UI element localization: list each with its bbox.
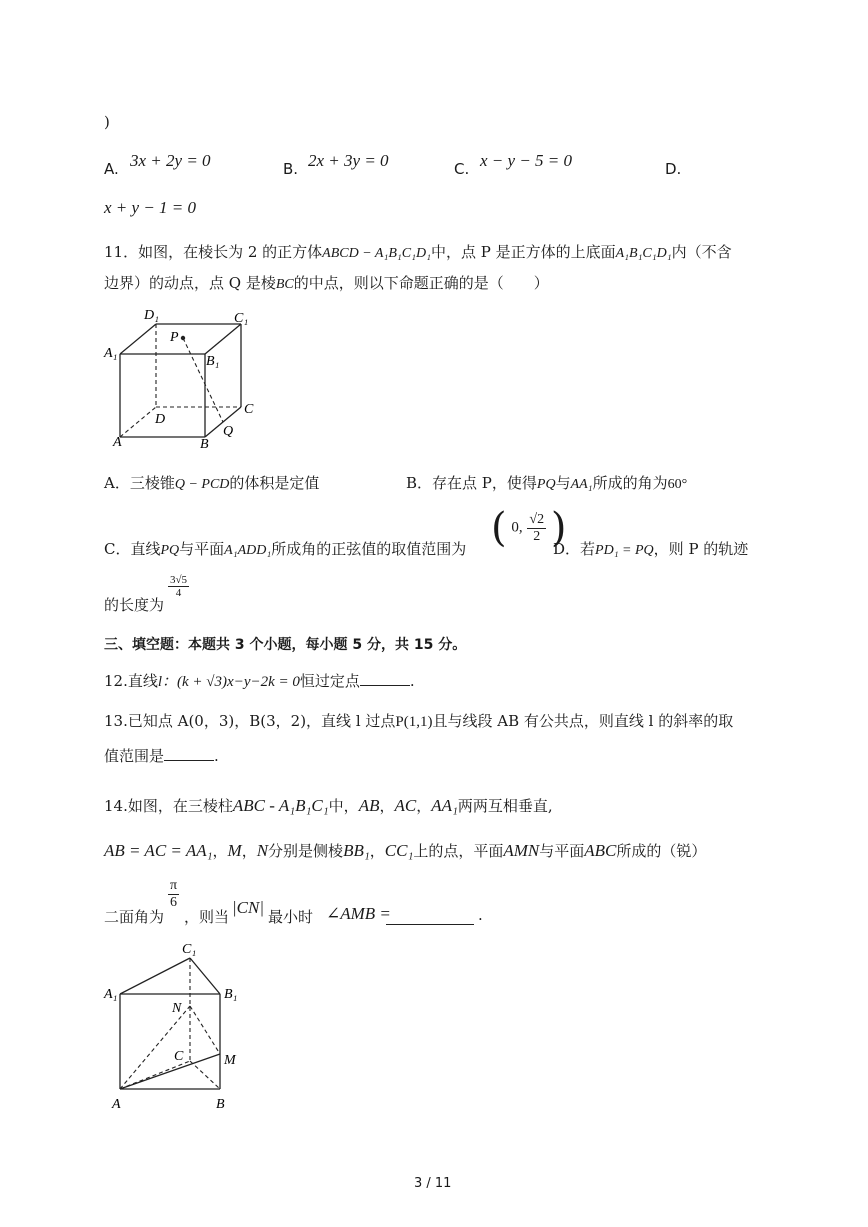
label-c: C: [244, 402, 254, 417]
edge-aa1: AA₁: [431, 796, 458, 815]
q14-line2: [104, 840, 706, 861]
q12-text: 恒过定点: [299, 672, 360, 690]
sep: ，: [212, 842, 228, 860]
option-text: C．直线: [104, 540, 161, 558]
option-text: 的长度为: [104, 596, 165, 614]
q12-text: 12.直线: [104, 672, 158, 690]
q11-option-a: [104, 472, 319, 493]
label-c: C: [174, 1049, 184, 1064]
q14-text: 中，: [328, 797, 359, 815]
q14-text: 上的点，平面: [413, 842, 504, 860]
equal-edges: AB = AC = AA₁: [104, 841, 213, 860]
option-d: [665, 160, 681, 178]
frac-num: √2: [529, 511, 545, 527]
option-label: B.: [283, 160, 299, 178]
label-b: B: [216, 1097, 225, 1112]
length-cn: |CN|: [232, 898, 265, 917]
label-n: N: [172, 1001, 182, 1016]
label-b1: B₁: [206, 354, 220, 369]
option-text: 与: [555, 474, 571, 492]
point-p: P(1,1): [395, 714, 433, 730]
plane-abc: ABC: [584, 841, 617, 860]
option-a-expr: 3x + 2y = 0: [130, 151, 211, 170]
label-m: M: [224, 1053, 236, 1068]
q14-text: 最小时: [268, 908, 314, 926]
edge-name: BC: [275, 277, 294, 292]
top-face: A₁B₁C₁D₁: [615, 246, 672, 261]
edge-ab: AB: [358, 796, 380, 815]
q14-text: 与平面: [539, 842, 585, 860]
q14-text: ，则当: [184, 908, 230, 926]
label-d1: D₁: [144, 308, 159, 323]
answer-blank[interactable]: [360, 685, 410, 686]
cube-figure: [100, 302, 270, 452]
option-text: 与平面: [179, 540, 225, 558]
option-label: A.: [104, 160, 119, 178]
q11-text: 的中点，则以下命题正确的是（ ）: [293, 274, 549, 292]
q11-line1: [104, 241, 732, 262]
q11-line2: [104, 272, 549, 293]
q12-text: .: [409, 672, 415, 690]
option-expr: PQ: [160, 543, 180, 558]
q11-option-d: [553, 538, 748, 559]
length-frac: [168, 574, 189, 599]
sep: ，: [241, 842, 257, 860]
q12-expr: (k + √3)x−y−2k = 0: [177, 674, 300, 690]
label-d: D: [155, 412, 166, 427]
point-p: [181, 336, 185, 340]
q14-text: 所成的（锐）: [616, 842, 707, 860]
q13-text: 且与线段 AB 有公共点，则直线 l 的斜率的取: [432, 712, 734, 730]
q13-line1: [104, 710, 733, 731]
sep: ，: [379, 797, 395, 815]
angle-amb: ∠AMB =: [326, 904, 391, 923]
option-d-expr: x + y − 1 = 0: [104, 198, 197, 217]
answer-blank[interactable]: [386, 906, 474, 925]
q13-text: .: [214, 747, 219, 765]
section-heading: 三、填空题：本题共 3 个小题，每小题 5 分，共 15 分。: [104, 637, 467, 653]
answer-blank[interactable]: [164, 760, 214, 761]
q11-text: 11．如图，在棱长为 2 的正方体: [104, 243, 323, 261]
q11-option-b: [406, 472, 687, 493]
frac-den: 2: [533, 528, 541, 544]
frac-num: 3√5: [170, 574, 188, 586]
q11-text: 中，点 P 是正方体的上底面: [430, 243, 616, 261]
frac-den: 4: [175, 587, 182, 599]
plane-amn: AMN: [503, 841, 540, 860]
option-text: ，则 P 的轨迹: [653, 540, 749, 558]
edge-ac: AC: [394, 796, 417, 815]
page-number: 3 / 11: [414, 1176, 452, 1191]
label-a1: A₁: [104, 346, 118, 361]
label-q: Q: [223, 424, 234, 439]
plane-name: A₁ADD₁: [224, 543, 272, 558]
label-b: B: [200, 437, 209, 452]
pi-frac: [168, 878, 179, 911]
interval-zero: 0,: [511, 519, 523, 536]
label-c1: C₁: [182, 942, 197, 957]
point-m: M: [227, 841, 242, 860]
q14-line1: [104, 795, 553, 816]
q11-text: 边界）的动点，点 Q 是棱: [104, 274, 276, 292]
point-n: N: [256, 841, 269, 860]
option-expr: AA₁: [570, 477, 593, 492]
q14-text: 14.如图，在三棱柱: [104, 797, 233, 815]
cube-name: ABCD − A₁B₁C₁D₁: [322, 246, 431, 261]
q13-text: 值范围是: [104, 747, 165, 765]
sep: ，: [369, 842, 385, 860]
line-name: l：: [157, 674, 178, 690]
label-a1: A₁: [104, 987, 118, 1002]
label-b1: B₁: [224, 987, 238, 1002]
option-text: 的体积是定值: [229, 474, 320, 492]
prism-name: ABC - A₁B₁C₁: [232, 796, 329, 815]
q14-text: 二面角为: [104, 908, 165, 926]
q13-text: 13.已知点 A(0，3)，B(3，2)，直线 l 过点: [104, 712, 396, 730]
q11-text: 内（不含: [671, 243, 732, 261]
prism-figure: [100, 936, 260, 1116]
option-expr: PQ: [536, 477, 556, 492]
option-b-expr: 2x + 3y = 0: [308, 151, 389, 170]
q12: [104, 670, 415, 691]
angle-value: 60°: [667, 477, 688, 492]
label-c1: C₁: [234, 311, 249, 326]
option-a: [104, 160, 119, 178]
edge-bb1: BB₁: [343, 841, 370, 860]
option-text: A．三棱锥: [104, 474, 175, 492]
label-a: A: [113, 435, 122, 450]
q13-line2: [104, 745, 219, 766]
option-label: C.: [454, 160, 470, 178]
option-label: D.: [665, 160, 682, 178]
paren-right: ): [550, 505, 567, 551]
option-text: B．存在点 P，使得: [406, 474, 537, 492]
option-b: [283, 160, 298, 178]
label-a: A: [112, 1097, 121, 1112]
paren-close: ): [104, 113, 110, 131]
option-expr: Q − PCD: [174, 477, 230, 492]
frac-den: 6: [170, 895, 178, 910]
interval-frac: [527, 512, 546, 545]
option-text: D．若: [553, 540, 596, 558]
q14-text: 两两互相垂直,: [457, 797, 553, 815]
option-c-expr: x − y − 5 = 0: [480, 151, 573, 170]
paren-left: (: [491, 505, 507, 551]
frac-num: π: [170, 878, 178, 893]
q11-option-c: [104, 538, 466, 559]
option-text: 所成的角为: [592, 474, 668, 492]
option-expr: PD₁ = PQ: [595, 543, 654, 558]
edge-cc1: CC₁: [384, 841, 414, 860]
label-p: P: [170, 330, 179, 345]
q14-text: 分别是侧棱: [268, 842, 344, 860]
option-text: 所成角的正弦值的取值范围为: [271, 540, 467, 558]
sep: ，: [416, 797, 432, 815]
q14-text: .: [478, 906, 483, 924]
option-c: [454, 160, 469, 178]
